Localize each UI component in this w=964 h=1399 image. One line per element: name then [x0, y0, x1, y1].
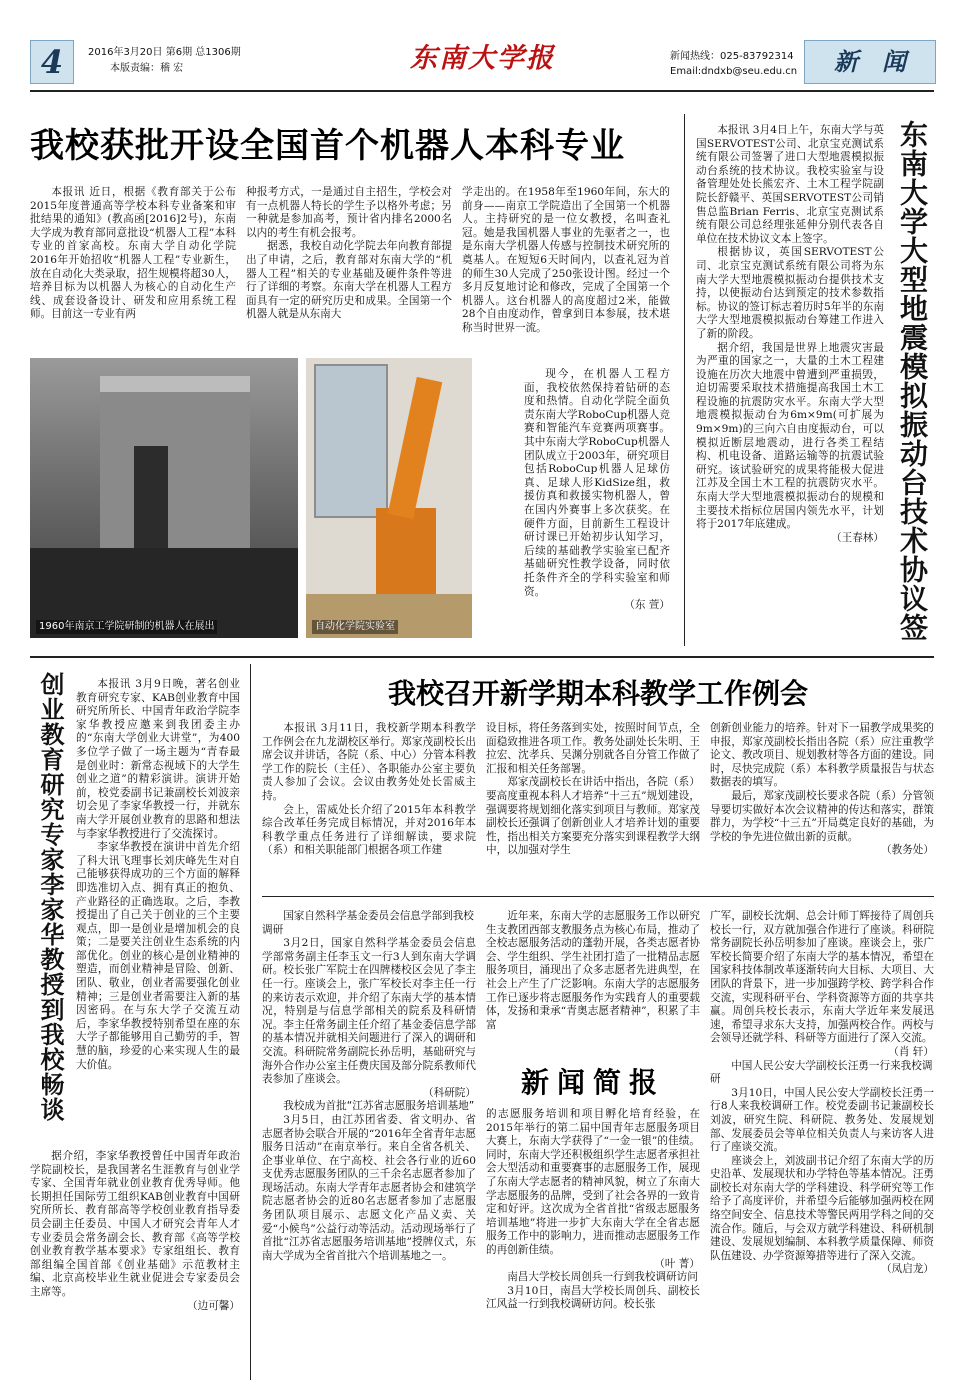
brief1-heading: 国家自然科学基金委员会信息学部到我校调研	[262, 910, 474, 936]
date-line: 2016年3月20日 第6期 总1306期	[88, 47, 241, 58]
article4-text-col3: 创新创业能力的培养。针对下一届教学成果奖的申报，郑家茂副校长指出各院（系）应注重教学论文、教改项目、规划教材等各方面的建设。同时，尽快完成院（系）本科教学质量报告与状态数据表的填写。	[710, 722, 934, 789]
lab-robot-arm-photo	[306, 358, 472, 638]
article1-col3	[462, 186, 670, 368]
section-rule-2	[262, 896, 934, 897]
building-shape	[100, 376, 250, 552]
article1-title: 我校获批开设全国首个机器人本科专业	[30, 126, 625, 166]
article4-text-col3b: 最后，郑家茂副校长要求各院（系）分管领导要切实做好本次会议精神的传达和落实，群策群力，为学校“十三五”开局奠定良好的基础，为学校的争先进位做出新的贡献。	[710, 789, 934, 843]
article4-text-col1: 本报讯 3月11日，我校新学期本科教学工作例会在九龙湖校区举行。郑家茂副校长出席会议并讲话，各院（系、中心）分管本科教学工作的院长（主任）、各职能办公室主要负责人参加了会议。会议由教务处处长雷威主持。	[262, 722, 476, 802]
brief2-byline: （叶 菁）	[654, 1257, 700, 1270]
article1-text-col2: 种报考方式，一是通过自主招生，学校会对有一点机器人特长的学生予以格外考虑；另一种就是参加高考，预计省内排名2000名以内的考生有机会报考。	[246, 186, 452, 239]
section-label: 新 闻	[834, 48, 906, 76]
hotline: 新闻热线：025-83792314	[670, 51, 794, 62]
briefs-col1	[262, 910, 476, 1380]
article1-col2	[246, 186, 452, 346]
briefs-col3	[710, 910, 934, 1380]
brief2-text-cont: 近年来，东南大学的志愿服务工作以研究生支教团西部支教服务点为核心布局，推动了全校志愿服务活动的蓬勃开展，各类志愿者协会、学生组织、学生社团打造了一批精品志愿服务项目，涌现出了众多志愿者先进典型，在社会上产生了广泛影响。东南大学的志愿服务工作已逐步将志愿服务作为实践育人的重要载体，发扬和秉承“青奥志愿者精神”，积累了丰富	[486, 910, 700, 1031]
newspaper-name: 东南大学报	[410, 43, 555, 74]
editor-line: 本版责编：稽 宏	[110, 63, 184, 74]
article2-p3: 据介绍，我国是世界上地震灾害最为严重的国家之一，大量的土木工程建设施在历次大地震中曾遭到严重损毁，迫切需要采取技术措施提高我国土木工程设施的抗震防灾水平。东南大学大型地震模拟振动台为6m×9m(可扩展为9m×9m)的三向六自由度振动台，可以模拟近断层地震动，进行各类工程结构、机电设备、道路运输等的抗震试验研究。该试验研究的成果将能极大促进江苏及全国土木工程的抗震防灾水平。东南大学大型地震模拟振动台的规模和主要技术指标位居国内领先水平，计划将于2017年底建成。	[696, 341, 884, 531]
article3-body-top	[76, 678, 240, 1134]
email: Email:dndxb@seu.edu.cn	[670, 66, 798, 77]
article1-text-col1: 本报讯 近日，根据《教育部关于公布2015年度普通高等学校本科专业备案和审批结果的通知》(教高函[2016]2号)，东南大学成为教育部同意批设“机器人工程”本科专业的首家高校。东南大学自动化学院2016年开始招收“机器人工程”专业新生，放在自动化大类录取，招生规模将超30人，培养目标为以机器人为核心的自动化生产线、成套设备设计、研发和应用系统工程师。目前这一专业有两	[30, 186, 236, 321]
brief4-text: 3月10日，中国人民公安大学副校长汪勇一行8人来我校调研工作。校党委副书记兼副校长刘波，研究生院、科研院、教务处、发展规划部、发展委员会等单位相关负责人与来访客人进行了座谈交流。	[710, 1086, 934, 1154]
article3-title: 创业教育研究专家李家华教授到我校畅谈	[36, 672, 64, 1122]
section-rule-1	[30, 656, 934, 658]
article1-col3b	[524, 368, 670, 638]
article3-body-bottom	[30, 1150, 240, 1376]
page-number: 4	[40, 43, 64, 81]
article1-text-col3: 学走出的。在1958年至1960年间，东大的前身——南京工学院造出了全国第一个机器人。主持研究的是一位女教授，名叫查礼冠。她是我国机器人事业的先驱者之一，也是东南大学机器人传感与控制技术研究所的奠基人。在短短6天时间内，以查礼冠为首的师生30人完成了250张设计图。经过一个多月反复地讨论和修改，完成了全国第一个机器人。这台机器人的高度超过2米，能做28个自由度动作，曾拿到日本参展，技术堪称当时世界一流。	[462, 186, 670, 334]
article2-p1: 本报讯 3月4日上午，东南大学与英国SERVOTEST公司、北京宝克测试系统有限公司签署了进口大型地震模拟振动台系统的技术协议。我校实验室与设备管理处处长熊宏齐、土木工程学院副院长舒赣平、英国SERVOTEST公司销售总监Brian Ferris、北京宝克测试系统有限公司总经理张延伸分别代表各自单位在技术协议文本上签字。	[696, 124, 884, 245]
article3-byline: （边可馨）	[187, 1299, 240, 1312]
article2-byline: （王春林）	[831, 531, 884, 544]
brief3-heading: 南昌大学校长周创兵一行到我校调研访问	[507, 1271, 698, 1284]
article3-vertical-rule	[250, 664, 251, 1380]
article4-col3	[710, 722, 934, 882]
brief3-text-cont: 广军，副校长沈炯、总会计师丁辉接待了周创兵校长一行，双方就加强合作进行了座谈。科研院常务副院长孙岳明参加了座谈。座谈会上，张广军校长简要介绍了东南大学的基本情况，希望在国家科技体制改革逐渐转向大目标、大项目、大团队的背景下，进一步加强跨学校、跨学科合作交流，实现科研平台、学科资源等方面的共享共赢。周创兵校长表示，东南大学近年来发展迅速，希望寻求东大支持，加强两校合作。两校与会领导还就学科、科研等方面进行了深入交流。	[710, 910, 934, 1045]
brief4-byline: （凤启龙）	[881, 1263, 934, 1276]
article2-title: 东南大学大型地震模拟振动台技术协议签	[896, 120, 929, 642]
brief1-byline: （科研院）	[423, 1086, 476, 1099]
section-banner	[804, 40, 936, 84]
brief3-text: 3月10日，南昌大学校长周创兵、副校长江风益一行到我校调研访问。校长张	[486, 1284, 700, 1311]
article1-col1	[30, 186, 236, 346]
article4-title: 我校召开新学期本科教学工作例会	[387, 677, 808, 710]
brief2-text-end: 的志愿服务培训和项目孵化培育经验，在2015年举行的第二届中国青年志愿服务项目大赛上，东南大学获得了“一金一银”的佳绩。同时，东南大学还积极组织学生志愿者承担社会大型活动和重要赛事的志愿服务工作，展现了东南大学志愿者的精神风貌，树立了东南大学志愿服务的品牌，受到了社会各界的一致肯定和好评。这次成为全省首批“省级志愿服务培训基地”将进一步扩大东南大学在全省志愿服务工作中的影响力，进而推动志愿服务工作的再创新佳绩。	[486, 1108, 700, 1256]
article1-text-col2b: 据悉，我校自动化学院去年向教育部提出了申请，之后，教育部对东南大学的“机器人工程”相关的专业基础及硬件条件等进行了详细的考察。东南大学在机器人工程方面具有一定的研究历史和成果。全国第一个机器人就是从东南大	[246, 240, 452, 321]
briefs-col2-top	[486, 910, 700, 1060]
article4-text-col1b: 会上，雷威处长介绍了2015年本科教学综合改革任务完成目标情况，并对2016年本科教学重点任务进行了详细解读，要求院（系）和相关职能部门根据各项工作建	[262, 803, 476, 857]
article4-text-col2b: 郑家茂副校长在讲话中指出，各院（系）要高度重视本科人才培养“十三五”规划建设，强调要将规划细化落实到项目与教师。郑家茂副校长还强调了创新创业人才培养计划的重要性，指出相关方案要充分落实到课程教学大纲中，以加强对学生	[486, 776, 700, 857]
brief2-heading: 我校成为首批“江苏省志愿服务培训基地”	[283, 1100, 475, 1113]
brief1-text: 3月2日，国家自然科学基金委员会信息学部常务副主任李玉文一行3人到东南大学调研。校长张广军院士在四牌楼校区会见了李主任一行。座谈会上，张广军校长对李主任一行的来访表示欢迎，并介绍了东南大学的基本情况，特别是与信息学部相关的院系及科研情况。李主任常务副主任介绍了基金委信息学部的基本情况并就相关问题进行了深入的调研和交流。科研院常务副院长孙岳明，基础研究与海外合作办公室主任费庆国及部分院系教师代表参加了座谈会。	[262, 937, 476, 1086]
article2-p2: 根据协议，英国SERVOTEST公司、北京宝克测试系统有限公司将为东南大学大型地震模拟振动台提供技术支持，以使振动台达到预定的技术参数指标。协议的签订标志着历时5年半的东南大学大型地震模拟振动台筹建工作进入了新的阶段。	[696, 246, 884, 340]
article1-byline: （东 萱）	[624, 599, 670, 612]
briefs-col2-bottom	[486, 1108, 700, 1380]
masthead-rule	[30, 90, 934, 92]
article2-body	[696, 124, 884, 642]
caption-lab: 自动化学院实验室	[312, 620, 398, 634]
article4-col2	[486, 722, 700, 882]
article3-p2: 李家华教授在演讲中首先介绍了科大讯飞理事长刘庆峰先生对自己能够获得成功的三个方面的解释即选准切入点、拥有真正的抱负、产业路径的正确选取。之后，李教授提出了自己关于创业的三个主要观点，即一是创业是增加机会的良策；二是要关注创业生态系统的内部优化。创业的核心是创业精神的塑造，而创业精神是冒险、创新、团队、敬业，创业者需要强化创业精神；三是创业者需要注入新的基因密码。在与东大学子交流互动后，李家华教授特别希望在座的东大学子都能够用自己勤劳的手，智慧的脑，珍爱的心来实现人生的最大价值。	[76, 841, 240, 1071]
masthead	[30, 38, 934, 98]
brief2-text: 3月5日，由江苏团省委、省文明办、省志愿者协会联合开展的“2016年全省青年志愿服务日活动”在南京举行。来自全省各机关、企事业单位、在宁高校、社会各行业的近60支优秀志愿服务团队的三千余名志愿者参加了现场活动。东南大学青年志愿者协会和建筑学院志愿者协会的近80名志愿者参加了志愿服务团队项目展示、志愿文化产品义卖、关爱“小候鸟”公益行动等活动。活动现场举行了首批“江苏省志愿服务培训基地”授牌仪式，东南大学成为全省首批六个培训基地之一。	[262, 1113, 476, 1262]
article3-p1: 本报讯 3月9日晚，著名创业教育研究专家、KAB创业教育中国研究所所长、中国青年政治学院李家华教授应邀来到我团委主办的“东南大学创业大讲堂”，为400多位学子做了一场主题为“青春最是创业时：新常态视域下的大学生创业之道”的精彩演讲。演讲开始前，校党委副书记兼副校长刘波亲切会见了李家华教授一行，并就东南大学开展创业教育的思路和想法与李家华教授进行了交流探讨。	[76, 678, 240, 840]
article4-col1	[262, 722, 476, 882]
article4-text-col2: 设目标，将任务落到实处，按照时间节点，全面稳致推进各项工作。教务处副处长朱明、王拉宏、沈孝兵、吴渊分别就各自分管工作做了汇报和相关任务部署。	[486, 722, 700, 775]
caption-robot-exhibition: 1960年南京工学院研制的机器人在展出	[36, 620, 217, 634]
robot-arm-upper	[388, 377, 443, 519]
page-number-box	[30, 40, 74, 84]
robot-exhibition-photo	[30, 358, 298, 638]
article4-byline: （教务处）	[881, 844, 934, 857]
article1-text-col3b: 现今，在机器人工程方面，我校依然保持着钻研的态度和热情。自动化学院全面负责东南大学RoboCup机器人竞赛和智能汽车竞赛两项赛事。其中东南大学RoboCup机器人团队成立于2003年，研究项目包括RoboCup机器人足球仿真、足球人形KidSize组，救援仿真和救援实物机器人，曾在国内外赛事上多次获奖。在硬件方面，目前新生工程设计研讨课已开始初步认知学习，后续的基础教学实验室已配齐基础研究性教学设备，同时依托条件齐全的学科实验室和师资。	[524, 368, 670, 598]
brief4-heading: 中国人民公安大学副校长汪勇一行来我校调研	[710, 1059, 933, 1086]
briefs-title: 新闻简报	[520, 1066, 665, 1099]
robot-arm-base	[376, 508, 436, 598]
brief3-byline: （肖 轩）	[888, 1045, 934, 1058]
brief4-text-2: 座谈会上，刘波副书记介绍了东南大学的历史沿革、发展现状和办学特色等基本情况。汪勇副校长对东南大学的学科建设、科学研究等工作给予了高度评价，并希望今后能够加强两校在网络空间安全、信息技术等警民两用学科之间的交流合作。随后，与会双方就学科建设、科研机制建设、发展规划编制、本科教学质量保障、师资队伍建设、办学资源筹措等进行了深入交流。	[710, 1154, 934, 1262]
lab-window	[314, 364, 388, 518]
article3-p3: 据介绍，李家华教授曾任中国青年政治学院副校长，是我国著名生涯教育与创业学专家、全国青年就业创业教育优秀导师。他长期担任国际劳工组织KAB创业教育中国研究所所长、教育部高等学校创业教育指导委员会副主任委员、中国人才研究会青年人才专业委员会常务副会长、教育部《高等学校创业教育教学基本要求》专家组组长、教育部组编全国首部《创业基础》示范教材主编、北京高校毕业生就业促进会专家委员会主席等。	[30, 1150, 240, 1298]
article1-vertical-rule	[684, 114, 685, 646]
